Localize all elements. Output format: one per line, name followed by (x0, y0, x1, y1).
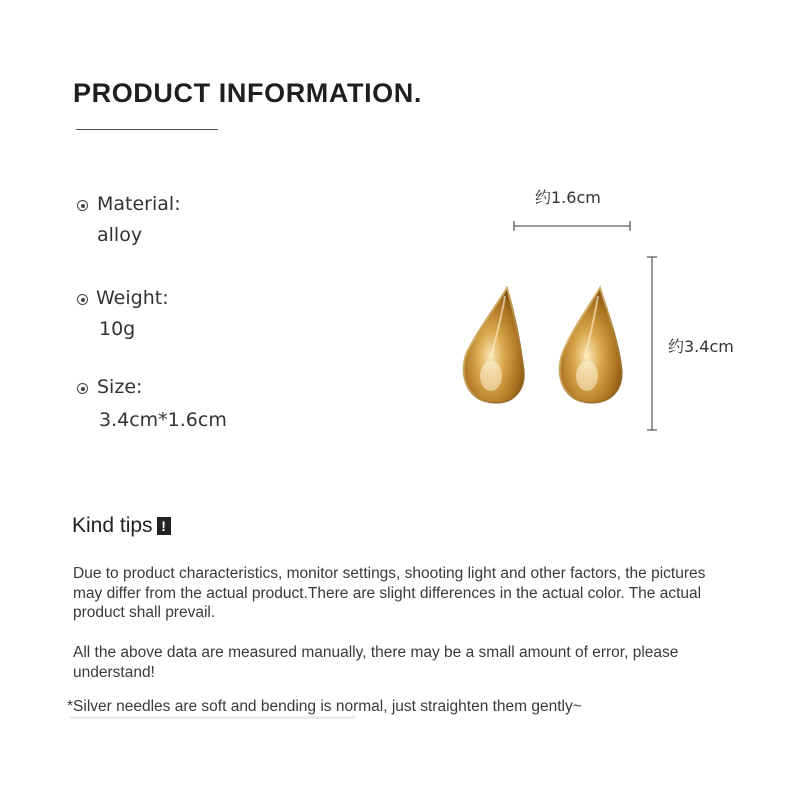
bullet-icon (77, 294, 88, 305)
bullet-icon (77, 200, 88, 211)
left-earring (464, 288, 524, 403)
title-divider (76, 129, 218, 130)
tips-paragraph-1: Due to product characteristics, monitor settings, shooting light and other factors, the pictures may differ from the actual product.There are slight differences in the actual color. The actual product shall prevail. (73, 565, 706, 621)
width-dimension-label: 约1.6cm (535, 188, 601, 207)
page-title: PRODUCT INFORMATION. (73, 78, 422, 108)
silver-needle-note: *Silver needles are soft and bending is normal, just straighten them gently~ (67, 698, 582, 715)
right-earring (560, 288, 622, 403)
earrings-image (455, 280, 635, 410)
tips-paragraph-2: All the above data are measured manually, there may be a small amount of error, please understand! (73, 644, 679, 681)
exclamation-icon: ! (157, 517, 171, 535)
material-value: alloy (97, 224, 143, 246)
kind-tips-title: Kind tips (72, 514, 153, 537)
height-dimension-label: 约3.4cm (668, 337, 734, 356)
note-highlight (70, 716, 355, 719)
weight-value: 10g (99, 318, 136, 340)
height-dimension-line (644, 254, 660, 434)
weight-label: Weight: (96, 287, 169, 309)
kind-tips-heading (72, 514, 171, 538)
width-dimension-line (510, 218, 635, 234)
size-label: Size: (97, 376, 143, 398)
bullet-icon (77, 383, 88, 394)
size-value: 3.4cm*1.6cm (99, 409, 227, 431)
material-label: Material: (97, 193, 181, 215)
